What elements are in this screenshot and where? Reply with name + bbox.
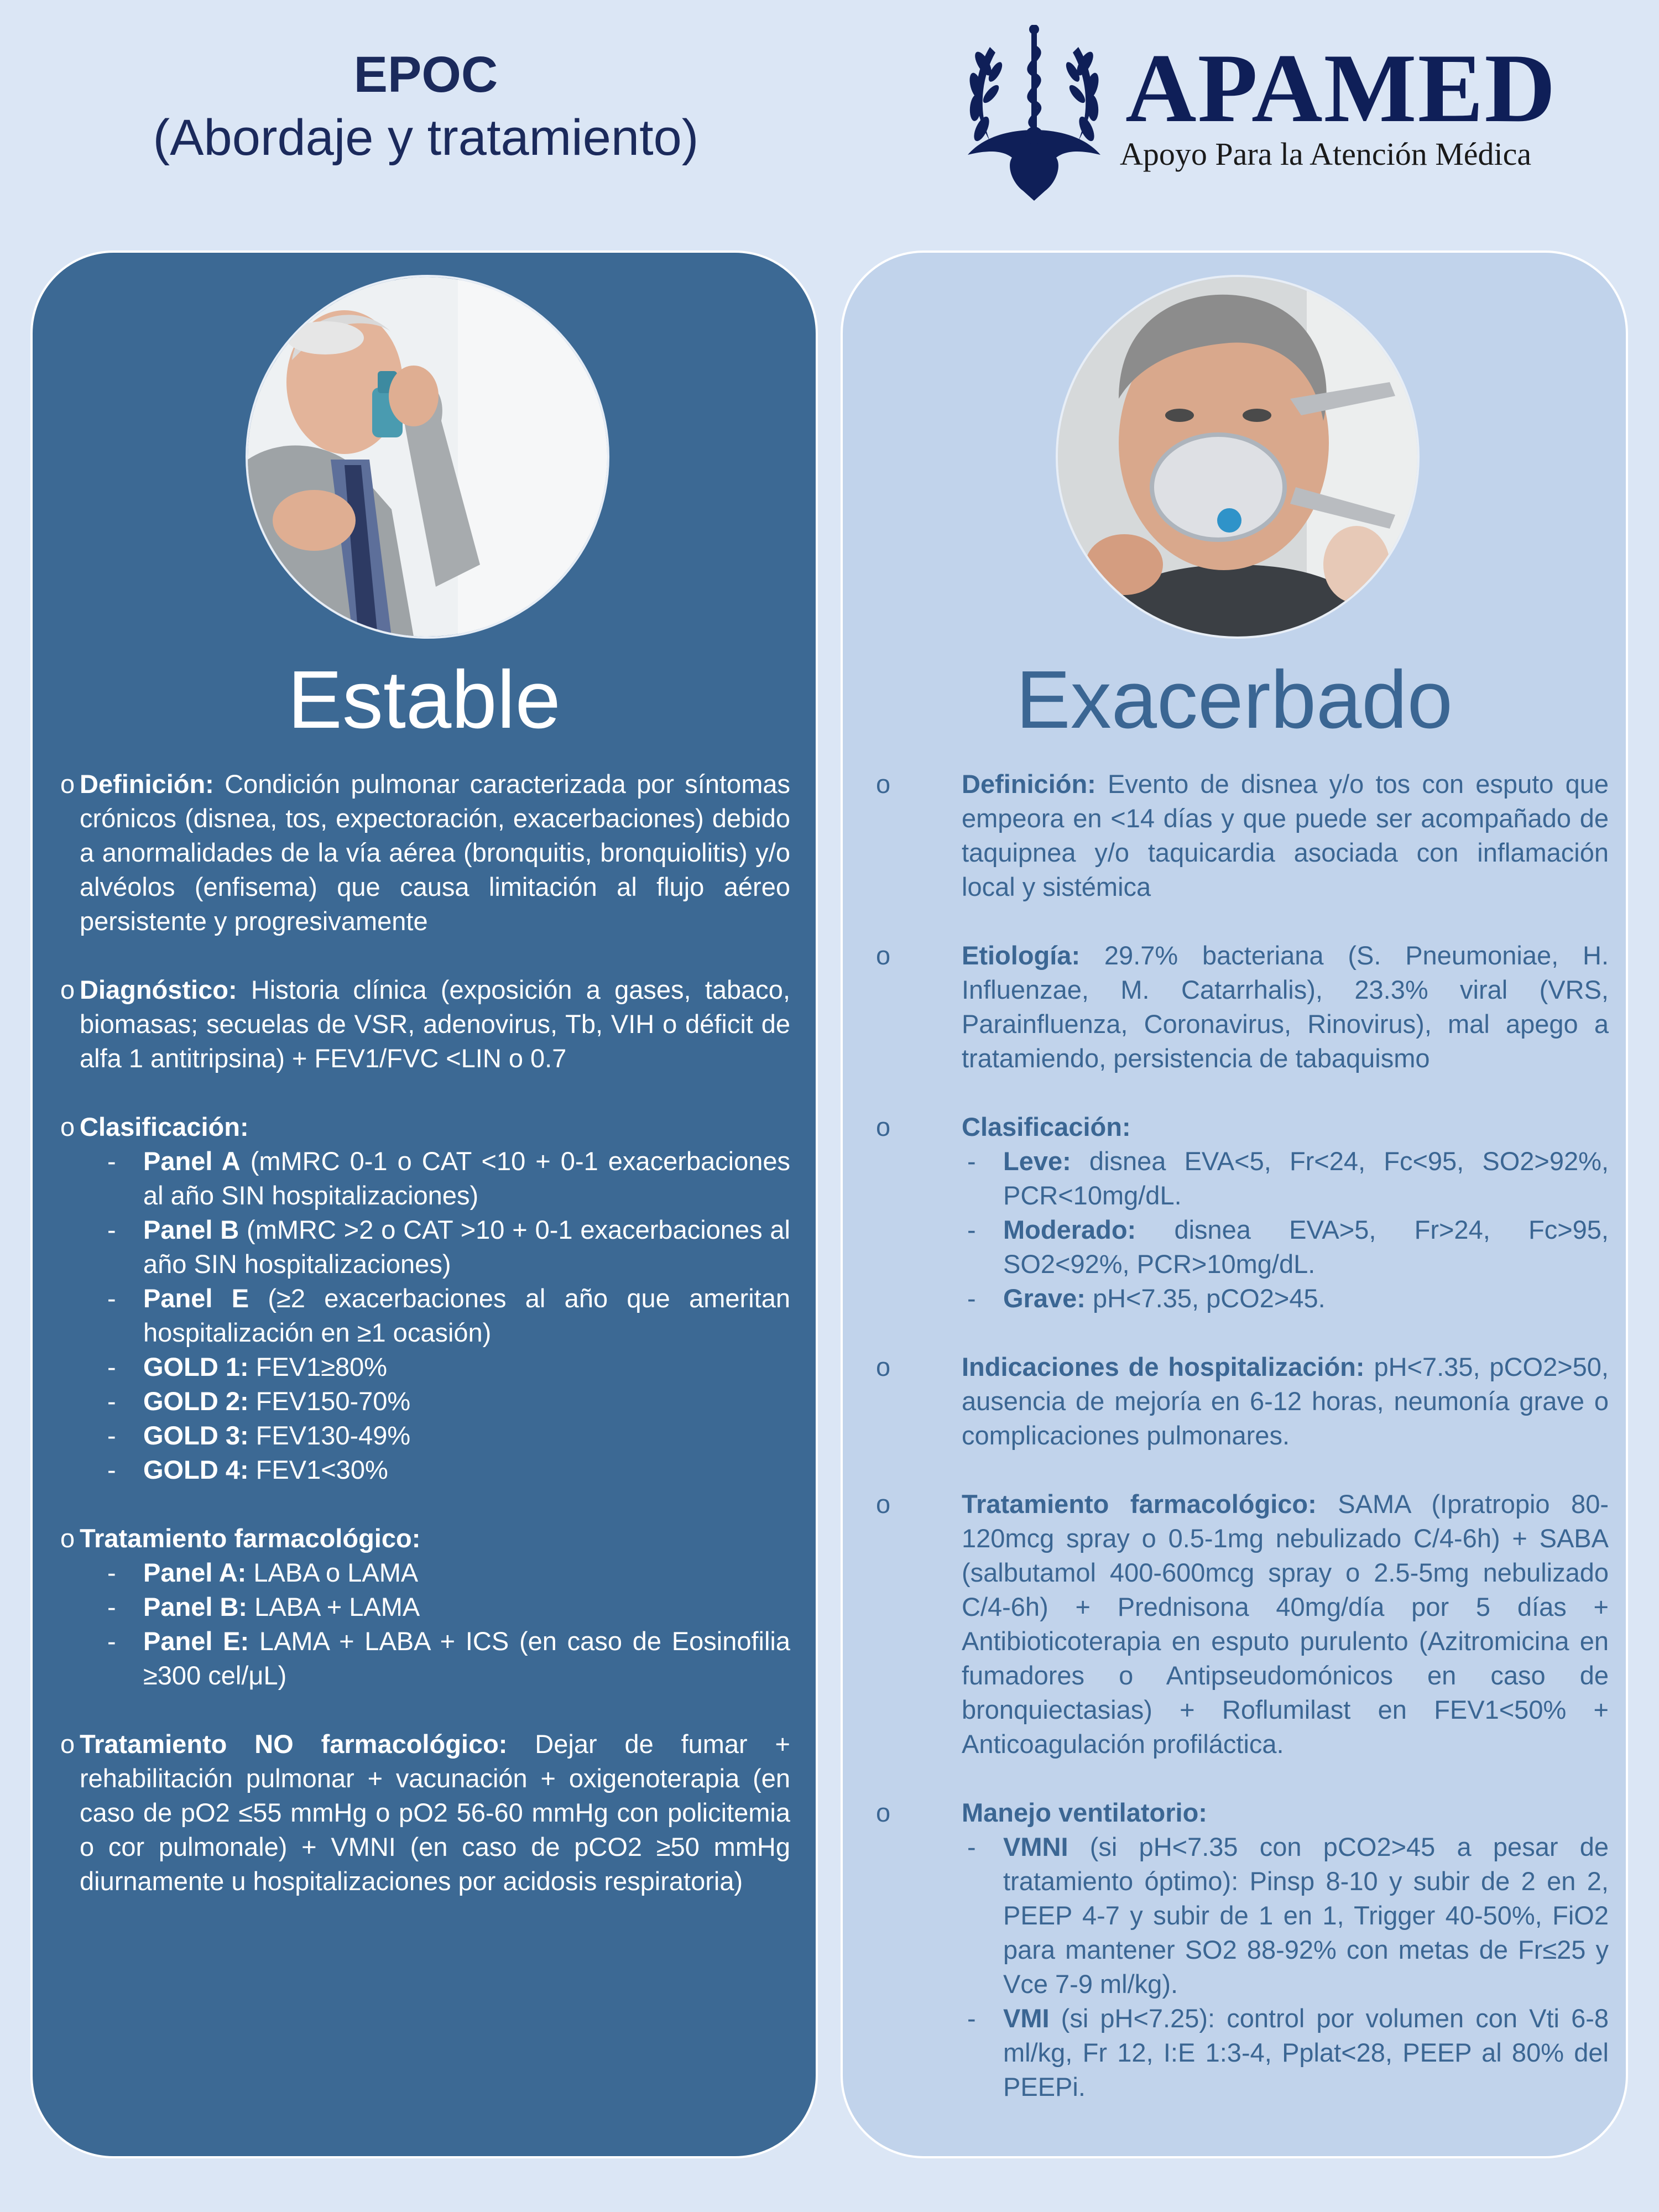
diagnosis-label: Diagnóstico: [80,975,237,1004]
dash: - [967,1146,976,1176]
dash: - [107,1592,116,1621]
list-item [80,1453,790,1487]
exacerbated-content [870,767,1609,2138]
non-pharmacological-item [60,1727,790,1898]
definition-label: Definición: [962,769,1096,799]
definition-text [80,767,790,938]
dash: - [107,1215,116,1244]
item-text: pH<7.35, pCO2>45. [1085,1284,1326,1313]
dash: - [107,1386,116,1416]
item-text: LABA o LAMA [246,1558,419,1587]
list-item [80,1144,790,1213]
diagnosis-text [80,973,790,1076]
dash: - [107,1146,116,1176]
list-item [80,1624,790,1693]
classification-list [80,1144,790,1487]
logo-name: APAMED [1125,33,1557,143]
hospitalization-item [870,1350,1609,1453]
item-label: Panel A [143,1146,241,1176]
dash: - [107,1421,116,1450]
ventilatory-list [962,1830,1609,2104]
item-label: Grave: [1003,1284,1086,1313]
dash: - [967,1832,976,1861]
list-item [80,1590,790,1624]
classification-label: Clasificación: [962,1112,1131,1141]
diagnosis-body: Historia clínica (exposición a gases, tabaco, biomasas; secuelas de VSR, adenovirus, Tb, VIH o déficit de alfa 1 antitripsina) + FEV1/FVC <LIN o 0.7 [80,975,790,1073]
item-label: GOLD 4: [143,1455,249,1484]
bullet: o [60,1524,75,1553]
classification-item [60,1110,790,1487]
list-item [80,1384,790,1418]
bullet: o [60,1729,75,1759]
item-label: Panel B: [143,1592,248,1621]
apamed-logo [940,25,1582,202]
bullet: o [876,941,891,970]
definition-item [60,767,790,938]
hospitalization-body: pH<7.35, pCO2>50, ausencia de mejoría en 6-12 horas, neumonía grave o complicaciones pulmonares. [962,1352,1609,1450]
bullet: o [876,1352,891,1381]
logo-tagline: Apoyo Para la Atención Médica [1120,136,1532,172]
list-item [80,1350,790,1384]
stable-heading: Estable [288,654,561,745]
list-item [962,1144,1609,1213]
classification-label: Clasificación: [80,1112,249,1141]
list-item [962,1281,1609,1316]
item-text: (si pH<7.25): control por volumen con Vti 6-8 ml/kg, Fr 12, I:E 1:3-4, Pplat<28, PEEP al 80% del PEEPi. [1003,2004,1609,2101]
bullet: o [876,769,891,799]
item-text: (si pH<7.35 con pCO2>45 a pesar de tratamiento óptimo): Pinsp 8-10 y subir de 2 en 2, PEEP 4-7 y subir de 1 en 1, Trigger 40-50%, FiO2 para mantener SO2 88-92% con metas de Fr≤25 y Vce 7-9 ml/kg). [1003,1832,1609,1999]
item-text: (mMRC 0-1 o CAT <10 + 0-1 exacerbaciones al año SIN hospitalizaciones) [143,1146,790,1210]
cpap-illustration [1058,277,1417,637]
etiology-body: 29.7% bacteriana (S. Pneumoniae, H. Influenzae, M. Catarrhalis), 23.3% viral (VRS, Parainfluenza, Coronavirus, Rinovirus), mal apego a tratamiendo, persistencia de tabaquismo [962,941,1609,1073]
non-pharmacological-text [80,1727,790,1898]
dash: - [107,1626,116,1656]
list-item [962,2001,1609,2104]
item-text: disnea EVA<5, Fr<24, Fc<95, SO2>92%, PCR<10mg/dL. [1003,1146,1609,1210]
non-pharmacological-body: Dejar de fumar + rehabilitación pulmonar + vacunación + oxigenoterapia (en caso de pO2 ≤55 mmHg o pO2 56-60 mmHg con policitemia o cor pulmonale) + VMNI (en caso de pCO2 ≥50 mmHg diurnamente u hospitalizaciones por acidosis respiratoria) [80,1729,790,1896]
item-text: FEV150-70% [248,1386,411,1416]
pharmacological-treatment-body: SAMA (Ipratropio 80-120mcg spray o 0.5-1mg nebulizado C/4-6h) + SABA (salbutamol 400-600mcg spray o 2.5-5mg nebulizado C/4-6h) + Prednisona 40mg/día por 5 días + Antibioticoterapia en esputo purulento (Azitromicina en fumadores o Antipseudomónicos en caso de bronquiectasias) + Roflumilast en FEV1<50% + Anticoagulación profiláctica. [962,1489,1609,1759]
etiology-text [962,938,1609,1076]
man-using-inhaler-photo [246,275,609,639]
classification-list [962,1144,1609,1316]
pharmacological-treatment-label: Tratamiento farmacológico: [80,1524,421,1553]
item-text: (≥2 exacerbaciones al año que ameritan hospitalización en ≥1 ocasión) [143,1284,790,1347]
definition-item [870,767,1609,904]
item-text: LAMA + LABA + ICS (en caso de Eosinofilia ≥300 cel/μL) [143,1626,790,1690]
pharmacological-treatment-item [870,1487,1609,1761]
item-label: Panel B [143,1215,239,1244]
exacerbated-heading: Exacerbado [1016,654,1453,745]
classification-item [870,1110,1609,1316]
dash: - [967,1284,976,1313]
item-label: GOLD 2: [143,1386,249,1416]
definition-text [962,767,1609,904]
bullet: o [60,1112,75,1141]
list-item [80,1213,790,1281]
inhaler-illustration [248,277,607,637]
item-label: Panel E: [143,1626,249,1656]
list-item [80,1418,790,1453]
etiology-item [870,938,1609,1076]
item-text: FEV1<30% [248,1455,388,1484]
caduceus-eagle-emblem-icon [951,25,1117,202]
list-item [80,1281,790,1350]
bullet: o [60,769,75,799]
stable-content [60,767,790,1933]
non-pharmacological-label: Tratamiento NO farmacológico: [80,1729,508,1759]
dash: - [107,1284,116,1313]
item-text: LABA + LAMA [247,1592,420,1621]
item-label: GOLD 1: [143,1352,249,1381]
item-label: Panel A: [143,1558,247,1587]
dash: - [967,2004,976,2033]
item-text: disnea EVA>5, Fr>24, Fc>95, SO2<92%, PCR>10mg/dL. [1003,1215,1609,1279]
item-label: VMI [1003,2004,1050,2033]
item-text: FEV1≥80% [248,1352,388,1381]
definition-body: Evento de disnea y/o tos con esputo que empeora en <14 días y que puede ser acompañado de taquipnea y/o taquicardia asociada con inflamación local y sistémica [962,769,1609,901]
page-subtitle: (Abordaje y tratamiento) [153,109,699,166]
hospitalization-label: Indicaciones de hospitalización: [962,1352,1365,1381]
pharmacological-treatment-text [962,1487,1609,1761]
title-block [50,44,802,171]
dash: - [967,1215,976,1244]
item-label: Panel E [143,1284,249,1313]
pharmacological-treatment-label: Tratamiento farmacológico: [962,1489,1317,1519]
ventilatory-management-item [870,1796,1609,2104]
bullet: o [876,1489,891,1519]
list-item [962,1213,1609,1281]
etiology-label: Etiología: [962,941,1081,970]
item-text: FEV130-49% [248,1421,411,1450]
diagnosis-item [60,973,790,1076]
item-label: Leve: [1003,1146,1071,1176]
bullet: o [876,1112,891,1141]
pharmacological-treatment-item [60,1521,790,1693]
exacerbated-panel [841,251,1628,2158]
hospitalization-text [962,1350,1609,1453]
item-text: (mMRC >2 o CAT >10 + 0-1 exacerbaciones al año SIN hospitalizaciones) [143,1215,791,1279]
definition-body: Condición pulmonar caracterizada por síntomas crónicos (disnea, tos, expectoración, exacerbaciones) debido a anormalidades de la vía aérea (bronquitis, bronquiolitis) y/o alvéolos (enfisema) que causa limitación al flujo aéreo persistente y progresivamente [80,769,790,936]
item-label: VMNI [1003,1832,1068,1861]
dash: - [107,1455,116,1484]
stable-panel [30,251,818,2158]
item-label: GOLD 3: [143,1421,249,1450]
list-item [962,1830,1609,2001]
item-label: Moderado: [1003,1215,1136,1244]
man-with-cpap-mask-photo [1056,275,1420,639]
dash: - [107,1352,116,1381]
ventilatory-management-label: Manejo ventilatorio: [962,1798,1207,1827]
dash: - [107,1558,116,1587]
list-item [80,1556,790,1590]
treatment-list [80,1556,790,1693]
bullet: o [60,975,75,1004]
bullet: o [876,1798,891,1827]
page-title: EPOC [353,46,498,103]
definition-label: Definición: [80,769,214,799]
